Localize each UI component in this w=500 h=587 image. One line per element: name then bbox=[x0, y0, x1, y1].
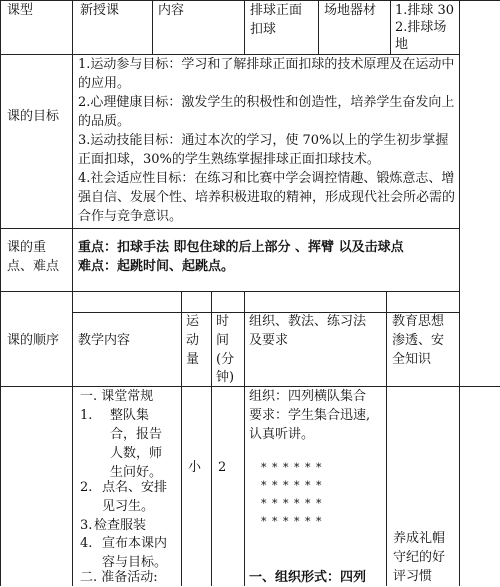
section-warmup-title: 二. 准备活动: bbox=[80, 570, 158, 585]
organization-form-heading: 一、组织形式：四列 bbox=[249, 570, 367, 585]
teaching-content-header: 教学内容 bbox=[78, 333, 131, 348]
objective-3: 3.运动技能目标：通过本次的学习，使 70%以上的学生初步掌握正面扣球，30%的学生熟练掌握排球正面扣球技术。 bbox=[78, 133, 449, 167]
equipment-item-1: 1.排球 30 bbox=[395, 3, 455, 18]
equipment-label: 场地器材 bbox=[324, 3, 377, 18]
education-line2: 守纪的好 bbox=[393, 550, 446, 565]
organization-text: 组织：四列横队集合 bbox=[249, 389, 367, 404]
keypoints-label-line1: 课的重 bbox=[7, 240, 47, 255]
keypoint-difficulty: 难点：起跳时间、起跳点。 bbox=[78, 259, 235, 274]
keypoint-emphasis: 重点：扣球手法 即包住球的后上部分 、挥臂 以及击球点 bbox=[78, 240, 404, 255]
course-type-label: 课型 bbox=[7, 3, 34, 18]
edu-header-2: 渗透、安 bbox=[392, 333, 445, 348]
method-header-2: 及要求 bbox=[249, 333, 289, 348]
formation-row-3: * * * * * * bbox=[261, 497, 323, 510]
list-item: 4. 宣布本课内容与目标。 bbox=[80, 536, 168, 570]
content-value-line2: 扣球 bbox=[250, 22, 277, 37]
time-header-4: 钟) bbox=[216, 370, 235, 385]
formation-row-1: * * * * * * bbox=[261, 461, 323, 474]
list-item: 1. 整队集合，报告人数，师生问好。 bbox=[80, 408, 163, 480]
requirement-line1: 要求：学生集合迅速, bbox=[249, 408, 371, 423]
sequence-label: 课的顺序 bbox=[7, 333, 60, 348]
list-item: 3. 检查服装 bbox=[80, 518, 147, 533]
load-value: 小 bbox=[188, 460, 202, 475]
formation-row-2: * * * * * * bbox=[261, 479, 323, 492]
load-header-3: 量 bbox=[186, 352, 200, 367]
time-header-3: (分 bbox=[216, 352, 235, 367]
education-line1: 养成礼帽 bbox=[393, 531, 446, 546]
load-header-1: 运 bbox=[186, 314, 200, 329]
list-item: 2. 点名、安排见习生。 bbox=[80, 480, 168, 514]
equipment-item-2: 2.排球场 bbox=[395, 20, 447, 35]
objectives-label: 课的目标 bbox=[7, 109, 60, 124]
section-routine-title: 一. 课堂常规 bbox=[80, 389, 154, 404]
objective-2: 2.心理健康目标：激发学生的积极性和创造性，培养学生奋发向上的品质。 bbox=[78, 95, 455, 129]
edu-header-3: 全知识 bbox=[392, 352, 432, 367]
equipment-item-2-cont: 地 bbox=[395, 37, 409, 52]
content-label: 内容 bbox=[158, 3, 185, 18]
edu-header-1: 教育思想 bbox=[392, 314, 445, 329]
method-header-1: 组织、教法、练习法 bbox=[249, 314, 367, 329]
time-header-1: 时 bbox=[216, 314, 230, 329]
time-value: 2 bbox=[218, 460, 227, 475]
load-header-2: 动 bbox=[186, 333, 200, 348]
requirement-line2: 认真听讲。 bbox=[249, 427, 315, 442]
keypoints-label-line2: 点、难点 bbox=[7, 259, 60, 274]
objective-4: 4.社会适应性目标：在练习和比赛中学会调控情趣、锻炼意志、增强自信、发展个性、培养积极进取的精神，形成现代社会所必需的合作与竞争意识。 bbox=[78, 171, 456, 224]
time-header-2: 间 bbox=[216, 333, 230, 348]
content-value-line1: 排球正面 bbox=[250, 3, 303, 18]
course-type-value: 新授课 bbox=[80, 3, 120, 18]
objective-1: 1.运动参与目标：学习和了解排球正面扣球的技术原理及在运动中的应用。 bbox=[78, 57, 455, 91]
education-line3: 评习惯 bbox=[393, 569, 433, 584]
formation-row-4: * * * * * * bbox=[261, 515, 323, 528]
